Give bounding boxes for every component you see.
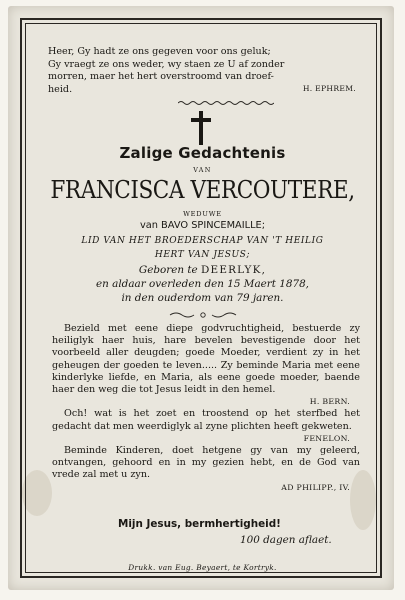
- quote-author: AD PHILIPP., IV.: [281, 482, 350, 492]
- death-line: en aldaar overleden den 15 Maert 1878,: [96, 278, 309, 290]
- verse-line: morren, maer het hert overstroomd van droef-: [48, 71, 274, 82]
- cross-icon: [190, 110, 212, 146]
- wave-divider: [178, 100, 274, 106]
- quote-author: H. BERN.: [309, 397, 350, 407]
- verse-line: Gy vraegt ze ons weder, wy staen ze U af zonder: [48, 58, 285, 70]
- verse-line: Heer, Gy hadt ze ons gegeven voor ons geluk;: [48, 46, 271, 57]
- deceased-name: FRANCISCA VERCOUTERE,: [50, 176, 355, 204]
- age-line: in den ouderdom van 79 jaren.: [121, 292, 284, 304]
- van-label: VAN: [193, 166, 212, 174]
- paragraph: Och! wat is het zoet en troostend op het sterfbed het gedacht dat men weerdiglyk al zyne plichten heeft gekweten.: [52, 408, 360, 432]
- widow-label: WEDUWE: [183, 210, 222, 218]
- spouse-name: van BAVO SPINCEMAILLE;: [139, 220, 266, 231]
- heading-zalige-gedachtenis: Zalige Gedachtenis: [119, 144, 286, 162]
- closing-prayer: Mijn Jesus, bermhertigheid!: [118, 518, 281, 530]
- verse-line: heid.: [48, 83, 73, 95]
- paragraph: Beminde Kinderen, doet hetgene gy van my geleerd, ontvangen, gehoord en in my gezien hebt, en de God van vrede zal met u zyn.: [52, 445, 360, 481]
- birth-line: [0, 264, 405, 276]
- ornament-divider: [168, 310, 238, 320]
- printer-credit: Drukk. van Eug. Beyaert, te Kortryk.: [128, 563, 277, 572]
- paragraph: Bezield met eene diepe godvruchtigheid, bestuerde zy heiliglyk haer huis, hare bevelen bevestigende door het voorbeeld aller deugden; goede Moeder, verdient zy in het geheugen der goeden te leven..... Zy beminde Maria met eene kinderlyke liefde, en Maria, als eene goede moeder, baende haer den weg die tot Jesus leidt in den hemel.: [52, 323, 360, 396]
- brotherhood-line: HERT VAN JESUS;: [154, 250, 251, 260]
- brotherhood-line: LID VAN HET BROEDERSCHAP VAN 'T HEILIG: [81, 236, 324, 246]
- indulgence-note: 100 dagen aflaet.: [240, 534, 332, 546]
- birth-place: DEERLYK,: [201, 264, 267, 276]
- opening-verse: [48, 46, 360, 96]
- quote-author: FENELON.: [303, 433, 350, 443]
- memorial-text: [52, 323, 360, 494]
- birth-prefix: Geboren te: [138, 264, 198, 276]
- verse-author: H. EPHREM.: [302, 84, 356, 93]
